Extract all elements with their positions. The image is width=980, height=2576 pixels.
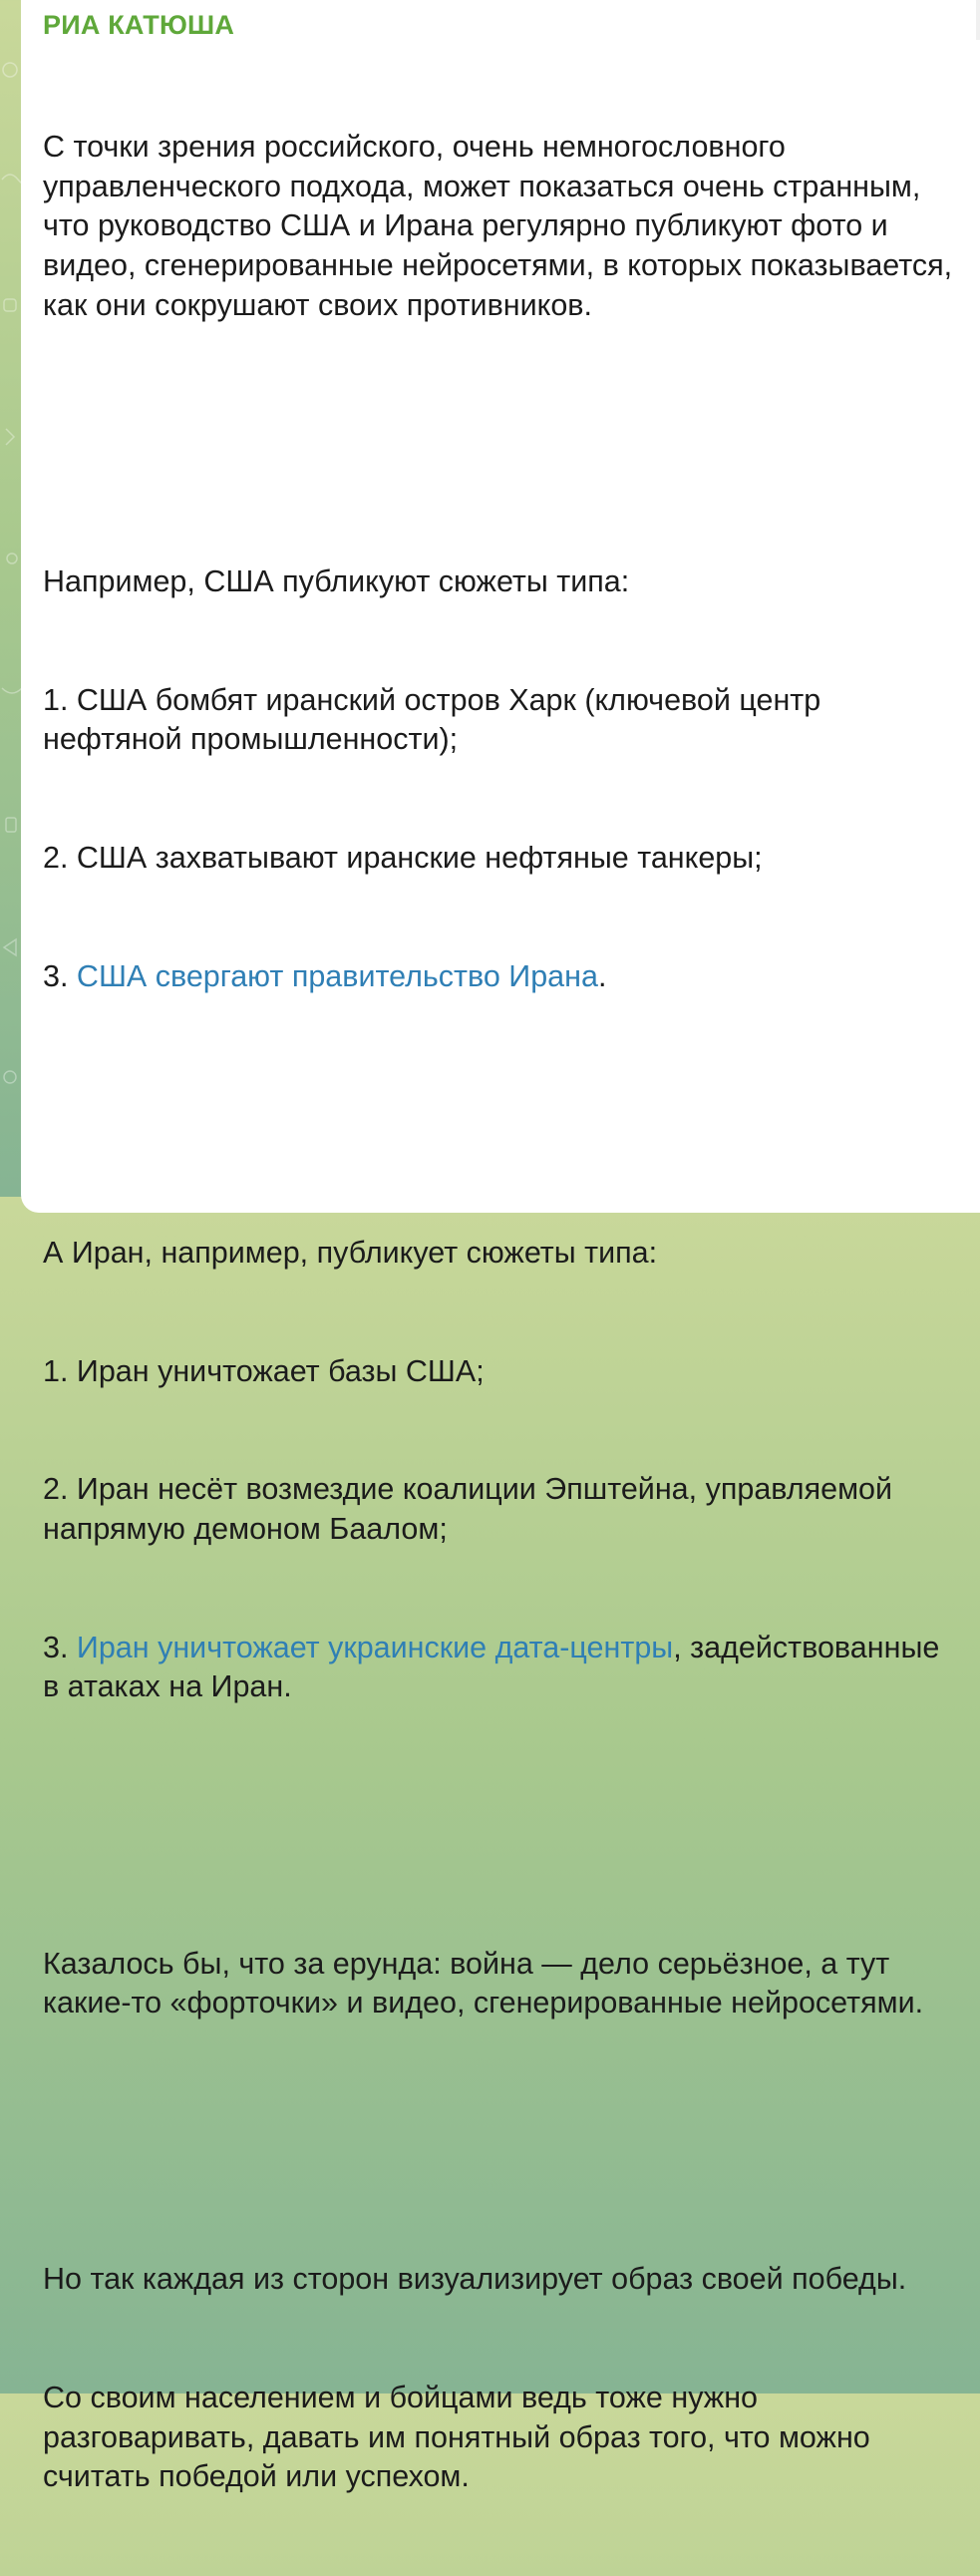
channel-sender-name[interactable]: РИА КАТЮША <box>43 10 235 40</box>
usa-list-intro: Например, США публикуют сюжеты типа: <box>43 563 630 598</box>
iran-list-item-2: 2. Иран несёт возмездие коалиции Эпштейна, управляемой напрямую демоном Баалом; <box>43 1472 901 1546</box>
paragraph-conclusion-2: Со своим населением и бойцами ведь тоже нужно разговаривать, давать им понятный образ того, что можно считать победой или успехом. <box>43 2381 879 2494</box>
iran-list-item-3 <box>43 1629 960 1707</box>
iran-list-intro: А Иран, например, публикует сюжеты типа: <box>43 1235 658 1270</box>
paragraph-gap <box>43 1786 960 1826</box>
usa-list-item-2: 2. США захватывают иранские нефтяные танкеры; <box>43 840 763 875</box>
paragraph-intro: С точки зрения российского, очень немногословного управленческого подхода, может показаться очень странным, что руководство США и Ирана регулярно публикуют фото и видео, сгенерированные нейросетями, в которых показывается, как они сокрушают своих противников. <box>43 130 961 322</box>
message-bubble[interactable] <box>21 0 980 2494</box>
list-number: 3. <box>43 1630 77 1664</box>
usa-list-item-3 <box>43 957 960 997</box>
list-item-continuation: , задействованные в атаках на Иран. <box>43 1630 948 1704</box>
usa-list-item-1: 1. США бомбят иранский остров Харк (ключевой центр нефтяной промышленности); <box>43 682 829 757</box>
punctuation: . <box>597 958 607 993</box>
paragraph-comment: Казалось бы, что за ерунда: война — дело серьёзное, а тут какие-то «форточки» и видео, сгенерированные нейросетями. <box>43 1946 924 2021</box>
paragraph-gap <box>43 2102 960 2142</box>
usa-overthrow-link[interactable]: США свергают правительство Ирана <box>76 958 598 993</box>
paragraph-gap <box>43 404 960 444</box>
list-number: 3. <box>43 958 77 993</box>
scrollbar[interactable] <box>976 0 980 40</box>
paragraph-gap <box>43 1075 960 1115</box>
paragraph-conclusion-1: Но так каждая из сторон визуализирует образ своей победы. <box>43 2262 907 2297</box>
message-text <box>43 49 960 2576</box>
iran-datacenter-link[interactable]: Иран уничтожает украинские дата-центры <box>76 1630 674 1664</box>
iran-list-item-1: 1. Иран уничтожает базы США; <box>43 1353 485 1388</box>
